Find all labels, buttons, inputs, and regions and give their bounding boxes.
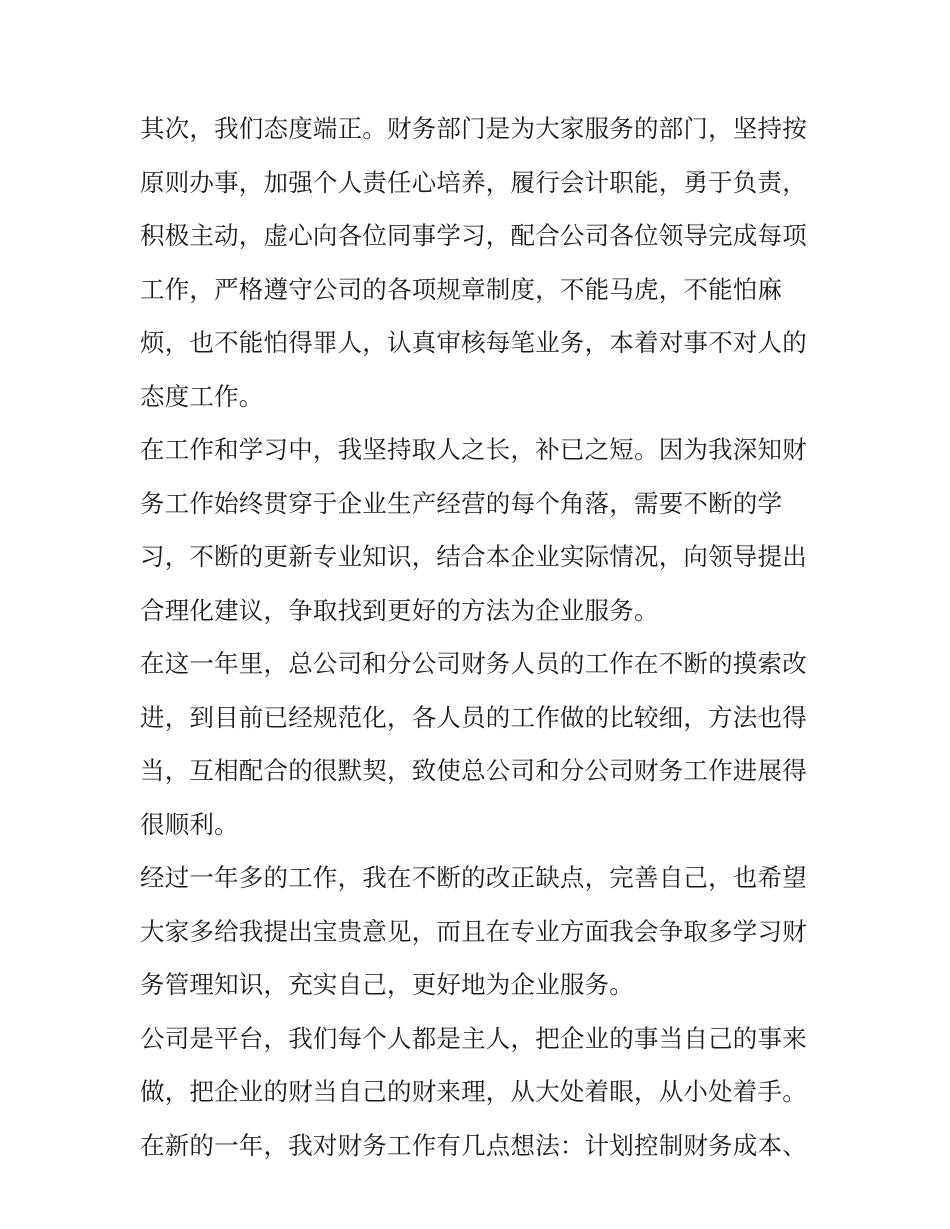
text-line: 公司是平台，我们每个人都是主人，把企业的事当自己的事来 bbox=[140, 1023, 807, 1053]
text-line: 进，到目前已经规范化，各人员的工作做的比较细，方法也得 bbox=[140, 702, 807, 732]
text-line: 在新的一年，我对财务工作有几点想法：计划控制财务成本、 bbox=[140, 1130, 807, 1160]
text-line: 在工作和学习中，我坚持取人之长，补已之短。因为我深知财 bbox=[140, 435, 807, 464]
text-line: 当，互相配合的很默契，致使总公司和分公司财务工作进展得 bbox=[140, 756, 807, 785]
text-line: 原则办事，加强个人责任心培养，履行会计职能，勇于负责， bbox=[140, 167, 807, 197]
text-line: 做，把企业的财当自己的财来理，从大处着眼，从小处着手。 bbox=[140, 1077, 807, 1106]
text-line: 合理化建议，争取找到更好的方法为企业服务。 bbox=[140, 595, 659, 625]
text-line: 务管理知识，充实自己，更好地为企业服务。 bbox=[140, 970, 634, 999]
text-line: 烦，也不能怕得罪人，认真审核每笔业务，本着对事不对人的 bbox=[140, 328, 807, 357]
text-line: 其次，我们态度端正。财务部门是为大家服务的部门，坚持按 bbox=[140, 114, 807, 143]
text-line: 经过一年多的工作，我在不断的改正缺点，完善自己，也希望 bbox=[140, 863, 807, 892]
text-line: 积极主动，虚心向各位同事学习，配合公司各位领导完成每项 bbox=[140, 221, 807, 250]
text-line: 习，不断的更新专业知识，结合本企业实际情况，向领导提出 bbox=[140, 542, 807, 571]
text-line: 务工作始终贯穿于企业生产经营的每个角落，需要不断的学 bbox=[140, 488, 783, 518]
text-line: 大家多给我提出宝贵意见，而且在专业方面我会争取多学习财 bbox=[140, 916, 807, 946]
text-line: 很顺利。 bbox=[140, 809, 239, 839]
document-body-text bbox=[140, 102, 820, 1172]
text-line: 工作，严格遵守公司的各项规章制度，不能马虎，不能怕麻 bbox=[140, 274, 783, 304]
text-line: 在这一年里，总公司和分公司财务人员的工作在不断的摸索改 bbox=[140, 649, 807, 678]
text-line: 态度工作。 bbox=[140, 381, 264, 411]
